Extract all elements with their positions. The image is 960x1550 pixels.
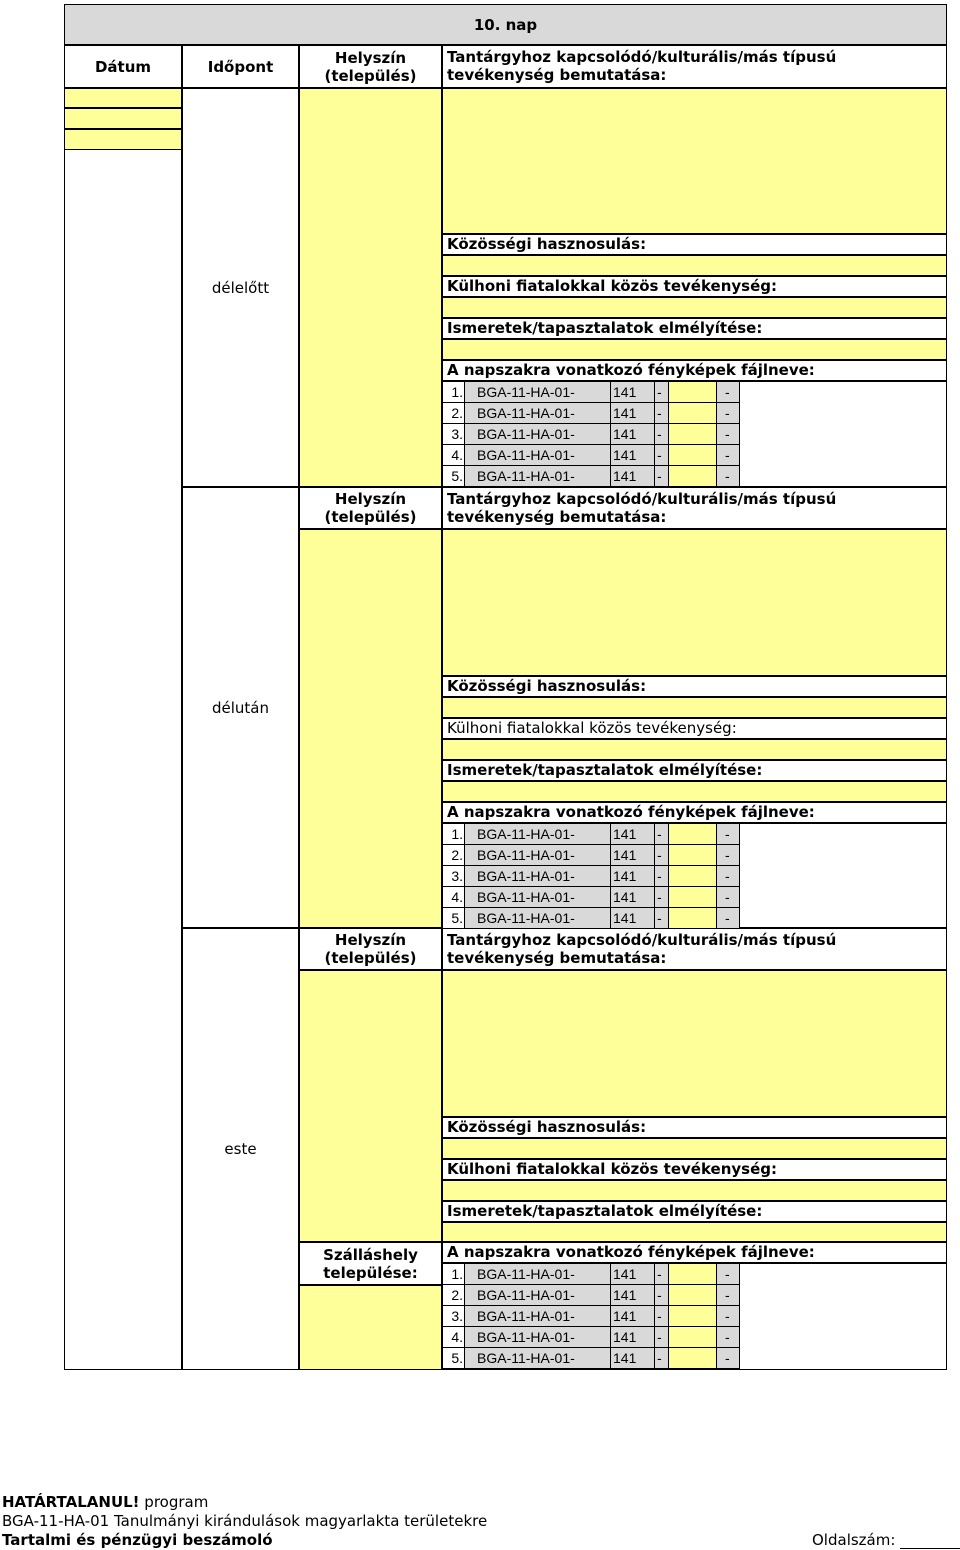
- photo-code-number: 141: [611, 824, 655, 845]
- abroad-input-afternoon[interactable]: [442, 739, 947, 760]
- place-input-evening[interactable]: [299, 970, 442, 1242]
- deepening-input-evening[interactable]: [442, 1222, 947, 1242]
- photo-number: 1.: [443, 824, 465, 845]
- photo-code-prefix: BGA-11-HA-01-: [465, 403, 611, 424]
- photo-code-number: 141: [611, 445, 655, 466]
- photo-code-prefix: BGA-11-HA-01-: [465, 466, 611, 487]
- photo-input-1[interactable]: [669, 424, 717, 445]
- period-evening: este: [182, 928, 299, 1370]
- photo-dash-1: -: [655, 845, 669, 866]
- photo-dash-2: -: [717, 424, 740, 445]
- photo-number: 5.: [443, 1348, 465, 1369]
- place-input-morning[interactable]: [299, 88, 442, 487]
- afternoon-photo-row: [443, 866, 740, 887]
- photo-dash-1: -: [655, 887, 669, 908]
- photo-code-number: 141: [611, 424, 655, 445]
- photo-input-1[interactable]: [669, 1348, 717, 1369]
- photo-list-evening: [442, 1263, 947, 1370]
- date-input-2[interactable]: [64, 108, 182, 129]
- activity-input-morning[interactable]: [442, 88, 947, 234]
- photo-number: 4.: [443, 887, 465, 908]
- photo-code-number: 141: [611, 887, 655, 908]
- photos-label-afternoon: A napszakra vonatkozó fényképek fájlneve:: [442, 802, 947, 823]
- photo-code-prefix: BGA-11-HA-01-: [465, 1264, 611, 1285]
- footer-line-1: [2, 1493, 208, 1511]
- photo-input-1[interactable]: [669, 866, 717, 887]
- photo-number: 2.: [443, 403, 465, 424]
- photo-dash-1: -: [655, 1348, 669, 1369]
- community-label-morning: Közösségi hasznosulás:: [442, 234, 947, 255]
- photo-code-prefix: BGA-11-HA-01-: [465, 1348, 611, 1369]
- evening-photo-row: [443, 1348, 740, 1369]
- photo-list-afternoon: [442, 823, 947, 928]
- photo-dash-1: -: [655, 424, 669, 445]
- photo-input-1[interactable]: [669, 1264, 717, 1285]
- photo-code-number: 141: [611, 1285, 655, 1306]
- activity-header-evening: Tantárgyhoz kapcsolódó/kulturális/más típusú tevékenység bemutatása:: [442, 928, 947, 970]
- photo-code-prefix: BGA-11-HA-01-: [465, 845, 611, 866]
- accommodation-label: Szálláshely települése:: [299, 1242, 442, 1285]
- photo-dash-1: -: [655, 403, 669, 424]
- photo-dash-1: -: [655, 866, 669, 887]
- photo-dash-2: -: [717, 908, 740, 929]
- photo-code-number: 141: [611, 866, 655, 887]
- photo-dash-2: -: [717, 824, 740, 845]
- photo-input-1[interactable]: [669, 403, 717, 424]
- footer-brand: HATÁRTALANUL!: [2, 1493, 140, 1511]
- accommodation-input[interactable]: [299, 1285, 442, 1370]
- photo-number: 5.: [443, 908, 465, 929]
- photo-code-number: 141: [611, 382, 655, 403]
- evening-photo-row: [443, 1327, 740, 1348]
- footer-line-3: Tartalmi és pénzügyi beszámoló: [2, 1531, 273, 1549]
- community-label-evening: Közösségi hasznosulás:: [442, 1117, 947, 1138]
- photo-input-1[interactable]: [669, 1327, 717, 1348]
- page-number-field: [812, 1531, 960, 1549]
- period-morning: délelőtt: [182, 88, 299, 487]
- page-number-input[interactable]: [900, 1534, 960, 1549]
- photo-input-1[interactable]: [669, 908, 717, 929]
- abroad-label-morning: Külhoni fiatalokkal közös tevékenység:: [442, 276, 947, 297]
- photo-number: 3.: [443, 1306, 465, 1327]
- photo-dash-1: -: [655, 382, 669, 403]
- photo-input-1[interactable]: [669, 445, 717, 466]
- abroad-label-evening: Külhoni fiatalokkal közös tevékenység:: [442, 1159, 947, 1180]
- morning-photo-row: [443, 445, 740, 466]
- photo-dash-2: -: [717, 445, 740, 466]
- morning-photo-row: [443, 424, 740, 445]
- community-input-morning[interactable]: [442, 255, 947, 276]
- day-title-text: 10. nap: [473, 15, 538, 34]
- photo-dash-2: -: [717, 382, 740, 403]
- footer-brand-suffix: program: [139, 1493, 209, 1511]
- page-number-label: Oldalszám:: [812, 1531, 896, 1549]
- deepening-label-afternoon: Ismeretek/tapasztalatok elmélyítése:: [442, 760, 947, 781]
- activity-input-afternoon[interactable]: [442, 529, 947, 676]
- photo-number: 3.: [443, 866, 465, 887]
- photos-label-evening: A napszakra vonatkozó fényképek fájlneve:: [442, 1242, 947, 1263]
- day-title: [64, 4, 947, 45]
- morning-photo-row: [443, 403, 740, 424]
- afternoon-photo-row: [443, 887, 740, 908]
- photo-dash-1: -: [655, 824, 669, 845]
- period-afternoon: délután: [182, 487, 299, 928]
- photo-dash-2: -: [717, 845, 740, 866]
- photo-code-prefix: BGA-11-HA-01-: [465, 1306, 611, 1327]
- photo-code-number: 141: [611, 403, 655, 424]
- date-input-3[interactable]: [64, 129, 182, 150]
- evening-photo-row: [443, 1285, 740, 1306]
- community-label-afternoon: Közösségi hasznosulás:: [442, 676, 947, 697]
- activity-input-evening[interactable]: [442, 970, 947, 1117]
- photo-number: 4.: [443, 1327, 465, 1348]
- photo-dash-2: -: [717, 466, 740, 487]
- photo-dash-1: -: [655, 466, 669, 487]
- photo-dash-2: -: [717, 403, 740, 424]
- community-input-afternoon[interactable]: [442, 697, 947, 718]
- photo-input-1[interactable]: [669, 466, 717, 487]
- deepening-input-morning[interactable]: [442, 339, 947, 360]
- place-input-afternoon[interactable]: [299, 529, 442, 928]
- abroad-input-evening[interactable]: [442, 1180, 947, 1201]
- photo-dash-1: -: [655, 1285, 669, 1306]
- photo-code-number: 141: [611, 908, 655, 929]
- photo-list-morning: [442, 381, 947, 487]
- photo-dash-2: -: [717, 1348, 740, 1369]
- photo-number: 4.: [443, 445, 465, 466]
- header-activity: Tantárgyhoz kapcsolódó/kulturális/más típusú tevékenység bemutatása:: [442, 45, 947, 88]
- photo-dash-1: -: [655, 908, 669, 929]
- photo-dash-2: -: [717, 1306, 740, 1327]
- photo-number: 1.: [443, 1264, 465, 1285]
- photo-number: 5.: [443, 466, 465, 487]
- photo-dash-2: -: [717, 866, 740, 887]
- evening-photo-row: [443, 1264, 740, 1285]
- photo-code-prefix: BGA-11-HA-01-: [465, 824, 611, 845]
- photo-code-prefix: BGA-11-HA-01-: [465, 1327, 611, 1348]
- morning-photo-row: [443, 466, 740, 487]
- photo-number: 2.: [443, 845, 465, 866]
- photo-dash-2: -: [717, 1285, 740, 1306]
- afternoon-photo-row: [443, 908, 740, 929]
- photo-dash-1: -: [655, 1327, 669, 1348]
- activity-header-afternoon: Tantárgyhoz kapcsolódó/kulturális/más típusú tevékenység bemutatása:: [442, 487, 947, 529]
- photo-number: 3.: [443, 424, 465, 445]
- header-date: Dátum: [64, 45, 182, 88]
- photo-code-prefix: BGA-11-HA-01-: [465, 424, 611, 445]
- photos-label-morning: A napszakra vonatkozó fényképek fájlneve:: [442, 360, 947, 381]
- photo-dash-1: -: [655, 1264, 669, 1285]
- photo-input-1[interactable]: [669, 382, 717, 403]
- date-input-1[interactable]: [64, 88, 182, 108]
- photo-input-1[interactable]: [669, 1306, 717, 1327]
- footer-line-2: BGA-11-HA-01 Tanulmányi kirándulások magyarlakta területekre: [2, 1512, 488, 1530]
- photo-code-prefix: BGA-11-HA-01-: [465, 908, 611, 929]
- morning-photo-row: [443, 382, 740, 403]
- photo-dash-1: -: [655, 445, 669, 466]
- photo-dash-2: -: [717, 1327, 740, 1348]
- photo-code-prefix: BGA-11-HA-01-: [465, 445, 611, 466]
- afternoon-photo-row: [443, 824, 740, 845]
- photo-code-prefix: BGA-11-HA-01-: [465, 887, 611, 908]
- photo-code-prefix: BGA-11-HA-01-: [465, 1285, 611, 1306]
- photo-code-prefix: BGA-11-HA-01-: [465, 382, 611, 403]
- photo-code-number: 141: [611, 1327, 655, 1348]
- header-time: Időpont: [182, 45, 299, 88]
- photo-code-number: 141: [611, 1306, 655, 1327]
- photo-dash-1: -: [655, 1306, 669, 1327]
- photo-dash-2: -: [717, 887, 740, 908]
- photo-input-1[interactable]: [669, 1285, 717, 1306]
- photo-input-1[interactable]: [669, 845, 717, 866]
- place-header-afternoon: Helyszín (település): [299, 487, 442, 529]
- header-place: Helyszín (település): [299, 45, 442, 88]
- photo-code-number: 141: [611, 1264, 655, 1285]
- photo-code-number: 141: [611, 1348, 655, 1369]
- evening-photo-row: [443, 1306, 740, 1327]
- photo-code-number: 141: [611, 845, 655, 866]
- afternoon-photo-row: [443, 845, 740, 866]
- photo-number: 2.: [443, 1285, 465, 1306]
- community-input-evening[interactable]: [442, 1138, 947, 1159]
- abroad-input-morning[interactable]: [442, 297, 947, 318]
- photo-input-1[interactable]: [669, 887, 717, 908]
- deepening-label-morning: Ismeretek/tapasztalatok elmélyítése:: [442, 318, 947, 339]
- abroad-label-afternoon: Külhoni fiatalokkal közös tevékenység:: [442, 718, 947, 739]
- photo-dash-2: -: [717, 1264, 740, 1285]
- deepening-input-afternoon[interactable]: [442, 781, 947, 802]
- place-header-evening: Helyszín (település): [299, 928, 442, 970]
- date-column: [64, 88, 182, 1370]
- photo-number: 1.: [443, 382, 465, 403]
- photo-input-1[interactable]: [669, 824, 717, 845]
- photo-code-number: 141: [611, 466, 655, 487]
- deepening-label-evening: Ismeretek/tapasztalatok elmélyítése:: [442, 1201, 947, 1222]
- photo-code-prefix: BGA-11-HA-01-: [465, 866, 611, 887]
